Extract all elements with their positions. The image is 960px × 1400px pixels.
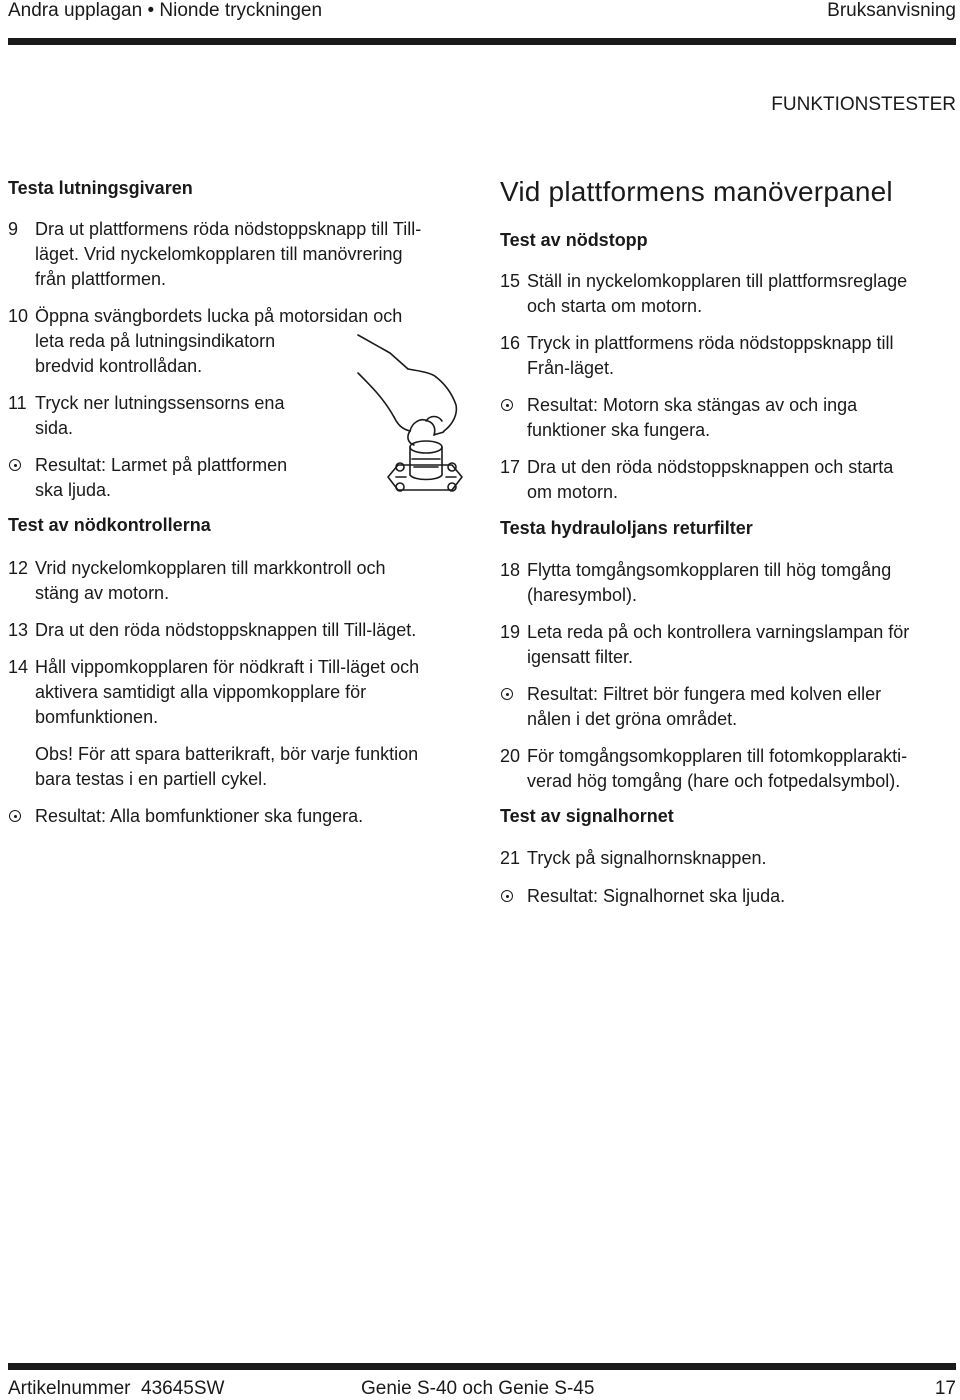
step-number: 19	[500, 622, 521, 642]
step-text: Tryck ner lutningssensorns ena sida.	[35, 393, 285, 438]
result-text: Resultat: Alla bomfunktioner ska fungera.	[35, 806, 364, 826]
platform-panel-title: Vid plattformens manöverpanel	[500, 176, 893, 207]
result-icon	[501, 890, 513, 902]
step-number: 18	[500, 560, 521, 580]
result-text: Resultat: Larmet på plattformen ska ljuda.	[35, 455, 288, 500]
step-number: 11	[8, 393, 27, 413]
step-17	[500, 455, 955, 505]
step-21	[500, 846, 955, 871]
step-text: Dra ut den röda nödstoppsknappen till Till-läget.	[35, 620, 417, 640]
return-filter-heading: Testa hydrauloljans returfilter	[500, 518, 753, 538]
article-number: Artikelnummer 43645SW	[8, 1378, 225, 1399]
result-icon	[9, 459, 21, 471]
step-number: 13	[8, 620, 29, 640]
step-number: 20	[500, 746, 521, 766]
step-20	[500, 744, 955, 794]
step-number: 14	[8, 657, 29, 677]
step-text: Leta reda på och kontrollera varningslampan för igensatt filter.	[527, 622, 910, 667]
tilt-sensor-heading: Testa lutningsgivaren	[8, 178, 193, 198]
step-text: Dra ut plattformens röda nödstoppsknapp till Till- läget. Vrid nyckelomkopplaren till manövrering från plattformen.	[35, 219, 422, 289]
result-horn	[500, 884, 955, 909]
page-number: 17	[934, 1378, 956, 1399]
step-text: För tomgångsomkopplaren till fotomkopplarakti- verad hög tomgång (hare och fotpedalsymbol).	[527, 746, 908, 791]
horn-test-heading: Test av signalhornet	[500, 806, 674, 826]
step-text: Öppna svängbordets lucka på motorsidan och leta reda på lutningsindikatorn bredvid kontrollådan.	[35, 306, 403, 376]
result-text: Resultat: Signalhornet ska ljuda.	[527, 886, 786, 906]
step-text: Tryck in plattformens röda nödstoppsknapp till Från-läget.	[527, 333, 894, 378]
step-13	[8, 618, 478, 643]
note-battery	[8, 742, 478, 792]
step-text: Vrid nyckelomkopplaren till markkontroll och stäng av motorn.	[35, 558, 386, 603]
step-15	[500, 269, 955, 319]
result-emergency	[8, 804, 478, 829]
step-11	[8, 391, 338, 441]
emergency-controls-heading: Test av nödkontrollerna	[8, 515, 211, 535]
step-text: Dra ut den röda nödstoppsknappen och starta om motorn.	[527, 457, 894, 502]
step-text: Flytta tomgångsomkopplaren till hög tomgång (haresymbol).	[527, 560, 892, 605]
step-number: 21	[500, 848, 521, 868]
step-number: 17	[500, 457, 521, 477]
edition-label: Andra upplagan • Nionde tryckningen	[8, 0, 323, 21]
tilt-sensor-illustration	[340, 325, 490, 500]
step-number: 12	[8, 558, 29, 578]
step-text: Ställ in nyckelomkopplaren till plattformsreglage och starta om motorn.	[527, 271, 908, 316]
estop-test-heading: Test av nödstopp	[500, 230, 648, 250]
step-text: Håll vippomkopplaren för nödkraft i Till-läget och aktivera samtidigt alla vippomkopplare för bomfunktionen.	[35, 657, 420, 727]
section-name: FUNKTIONSTESTER	[771, 94, 956, 115]
result-text: Resultat: Motorn ska stängas av och inga funktioner ska fungera.	[527, 395, 858, 440]
result-tilt	[8, 453, 338, 503]
note-text: Obs! För att spara batterikraft, bör varje funktion bara testas i en partiell cykel.	[35, 744, 419, 789]
result-icon	[501, 399, 513, 411]
model-name: Genie S-40 och Genie S-45	[361, 1378, 595, 1399]
result-estop	[500, 393, 955, 443]
step-18	[500, 558, 955, 608]
result-text: Resultat: Filtret bör fungera med kolven eller nålen i det gröna området.	[527, 684, 882, 729]
manual-type-label: Bruksanvisning	[827, 0, 956, 21]
step-number: 15	[500, 271, 521, 291]
step-number: 16	[500, 333, 521, 353]
result-filter	[500, 682, 955, 732]
footer-rule	[8, 1363, 956, 1370]
step-19	[500, 620, 955, 670]
header-rule	[8, 38, 956, 45]
step-14	[8, 655, 478, 730]
step-9	[8, 217, 488, 292]
step-12	[8, 556, 478, 606]
step-16	[500, 331, 955, 381]
step-text: Tryck på signalhornsknappen.	[527, 848, 767, 868]
result-icon	[9, 810, 21, 822]
step-number: 9	[8, 219, 19, 239]
step-number: 10	[8, 306, 29, 326]
result-icon	[501, 688, 513, 700]
